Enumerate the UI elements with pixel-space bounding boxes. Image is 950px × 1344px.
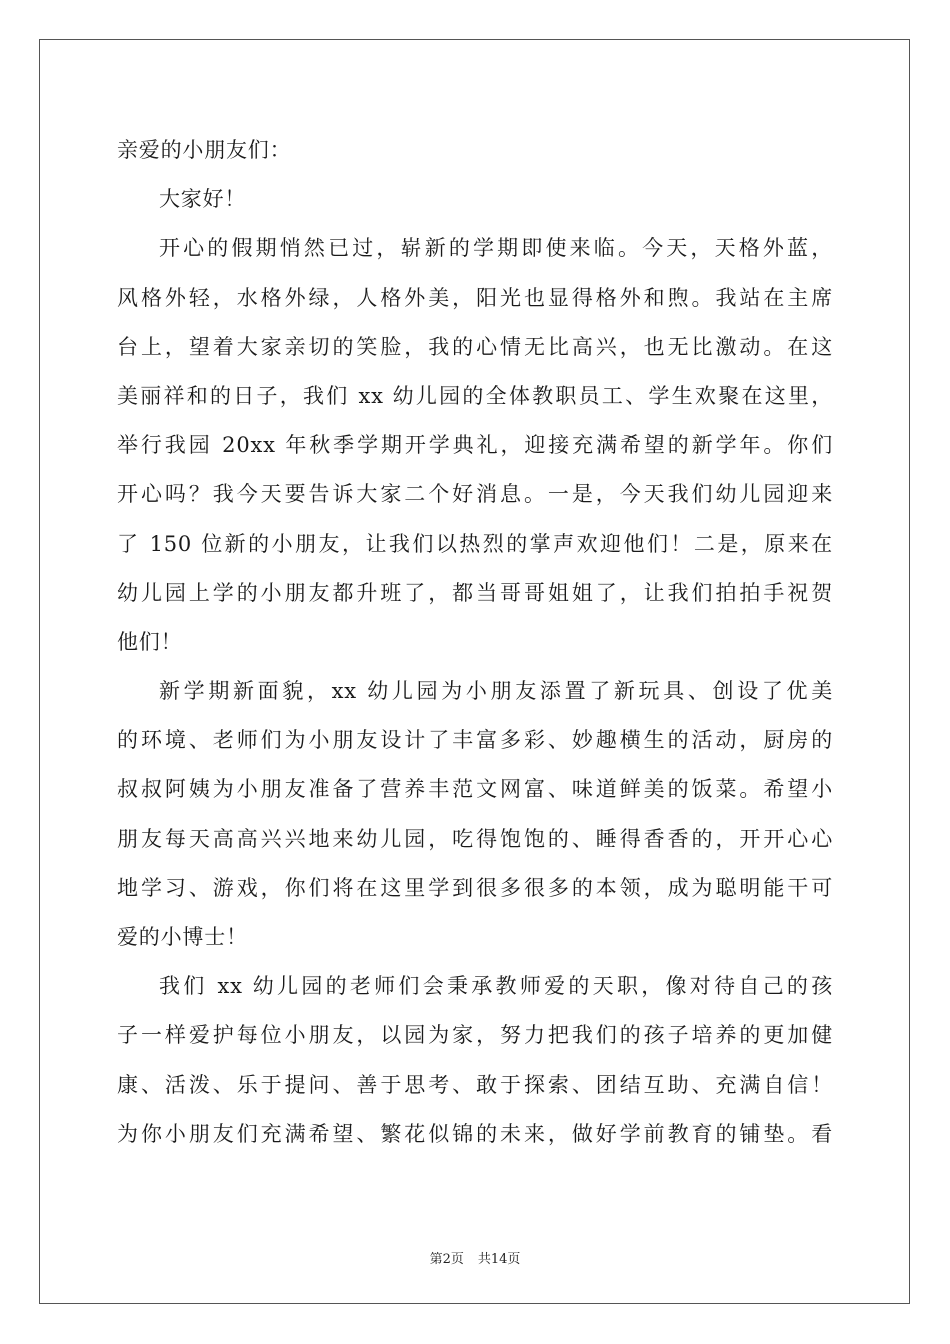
- paragraph-line: 子一样爱护每位小朋友，以园为家，努力把我们的孩子培养的更加健: [117, 1023, 833, 1048]
- paragraph-line: 为你小朋友们充满希望、繁花似锦的未来，做好学前教育的铺垫。看: [117, 1121, 833, 1146]
- paragraph-line: 的环境、老师们为小朋友设计了丰富多彩、妙趣横生的活动，厨房的: [117, 728, 833, 753]
- page-number: 第2页: [429, 1252, 464, 1267]
- greeting-line: 大家好！: [159, 187, 247, 212]
- paragraph-line: 了 150 位新的小朋友，让我们以热烈的掌声欢迎他们！二是，原来在: [117, 531, 833, 556]
- paragraph-line: 新学期新面貌，xx 幼儿园为小朋友添置了新玩具、创设了优美: [159, 679, 833, 704]
- page-footer: [0, 1248, 950, 1267]
- paragraph-line: 叔叔阿姨为小朋友准备了营养丰范文网富、味道鲜美的饭菜。希望小: [117, 777, 833, 802]
- paragraph-line: 他们！: [117, 629, 183, 654]
- paragraph-line: 举行我园 20xx 年秋季学期开学典礼，迎接充满希望的新学年。你们: [117, 433, 833, 458]
- document-body: [117, 126, 833, 1159]
- paragraph-line: 美丽祥和的日子，我们 xx 幼儿园的全体教职员工、学生欢聚在这里，: [117, 383, 833, 408]
- paragraph-line: 开心吗？我今天要告诉大家二个好消息。一是，今天我们幼儿园迎来: [117, 482, 833, 507]
- paragraph-line: 我们 xx 幼儿园的老师们会秉承教师爱的天职，像对待自己的孩: [159, 974, 833, 999]
- paragraph-line: 康、活泼、乐于提问、善于思考、敢于探索、团结互助、充满自信！: [117, 1072, 833, 1097]
- paragraph-line: 开心的假期悄然已过，崭新的学期即使来临。今天，天格外蓝，: [159, 236, 833, 261]
- paragraph-line: 风格外轻，水格外绿，人格外美，阳光也显得格外和煦。我站在主席: [117, 285, 833, 310]
- salutation-line: 亲爱的小朋友们：: [117, 138, 292, 162]
- paragraph-line: 地学习、游戏，你们将在这里学到很多很多的本领，成为聪明能干可: [117, 875, 833, 900]
- total-pages: 共14页: [477, 1252, 521, 1267]
- paragraph-line: 朋友每天高高兴兴地来幼儿园，吃得饱饱的、睡得香香的，开开心心: [117, 826, 833, 851]
- paragraph-line: 幼儿园上学的小朋友都升班了，都当哥哥姐姐了，让我们拍拍手祝贺: [117, 580, 833, 605]
- paragraph-line: 台上，望着大家亲切的笑脸，我的心情无比高兴，也无比激动。在这: [117, 334, 833, 359]
- paragraph-line: 爱的小博士！: [117, 925, 248, 949]
